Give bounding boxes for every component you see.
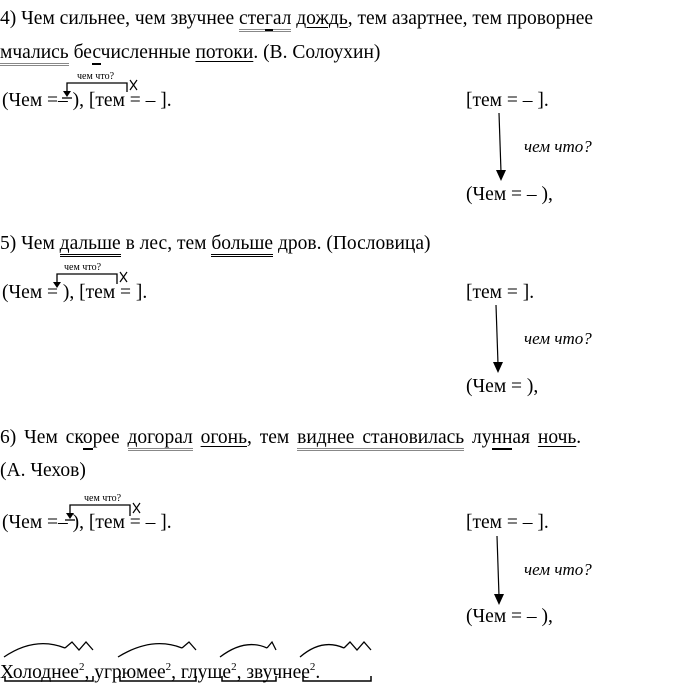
predicate-dalshe: дальше (60, 233, 121, 257)
ex5-subordinate-clause: (Чем = ), (466, 376, 539, 397)
ex4-sentence-line2: мчались бесчисленные потоки. (В. Солоухин) (0, 42, 380, 64)
ex5-sentence: 5) Чем дальше в лес, тем больше дров. (Пословица) (0, 233, 431, 255)
subject-potoki: потоки (195, 42, 254, 63)
subject-dozhd: дождь (296, 8, 348, 29)
word-kholodnee: Холоднее$^2$ (0, 661, 85, 683)
ex6-question-italic: чем что? (524, 560, 592, 579)
text: 4) Чем сильнее, чем звучнее (0, 8, 239, 29)
ex6-author: (А. Чехов) (0, 460, 86, 481)
ex4-question-label: чем что? (77, 71, 115, 82)
word-glushe: глуше$^2$ (180, 661, 237, 683)
ex4-subordinate-clause: (Чем = – ), (466, 184, 553, 205)
ex4-main-clause: [тем = – ]. (466, 90, 549, 111)
ex4-linear-schema: (Чем =– ), [тем = – ]. (2, 90, 172, 111)
ex6-sentence-line1: 6) Чем скорее догорал огонь, тем виднее становилась лунная ночь. (0, 427, 581, 449)
predicate-bolshe: больше (211, 233, 273, 257)
predicate-dogoral: догорал (128, 427, 193, 451)
ex5-question-italic: чем что? (524, 329, 592, 348)
ex5-main-clause: [тем = ]. (466, 282, 535, 303)
orthogram-s: с (92, 42, 101, 63)
morpheme-words-line: Холоднее$^2$, угрюмее$^2$, глуше$^2$, звучнее$^2$. (0, 661, 321, 683)
ex4-question-italic: чем что? (524, 137, 592, 156)
ex6-question-label: чем что? (84, 493, 122, 504)
text: , тем азартнее, тем проворнее (347, 8, 594, 29)
ex6-linear-schema: (Чем =– ), [тем = – ]. (2, 512, 172, 533)
predicate-stegal: стегал (239, 8, 291, 32)
predicate-mchalis: мчались (0, 42, 69, 66)
subject-noch: ночь (537, 427, 577, 448)
predicate-vidnee-stanovilas: виднее становилась (297, 427, 464, 451)
ex5-question-label: чем что? (64, 262, 102, 273)
word-zvuchnee: звучнее$^2$ (246, 661, 316, 683)
subject-ogon: огонь (200, 427, 247, 448)
orthogram-o: о (82, 427, 93, 448)
ex6-main-clause: [тем = – ]. (466, 512, 549, 533)
orthogram-nn: нн (491, 427, 513, 448)
ex6-subordinate-clause: (Чем = – ), (466, 606, 553, 627)
word-ugryumee: угрюмее$^2$ (94, 661, 172, 683)
ex5-linear-schema: (Чем = ), [тем = ]. (2, 282, 148, 303)
